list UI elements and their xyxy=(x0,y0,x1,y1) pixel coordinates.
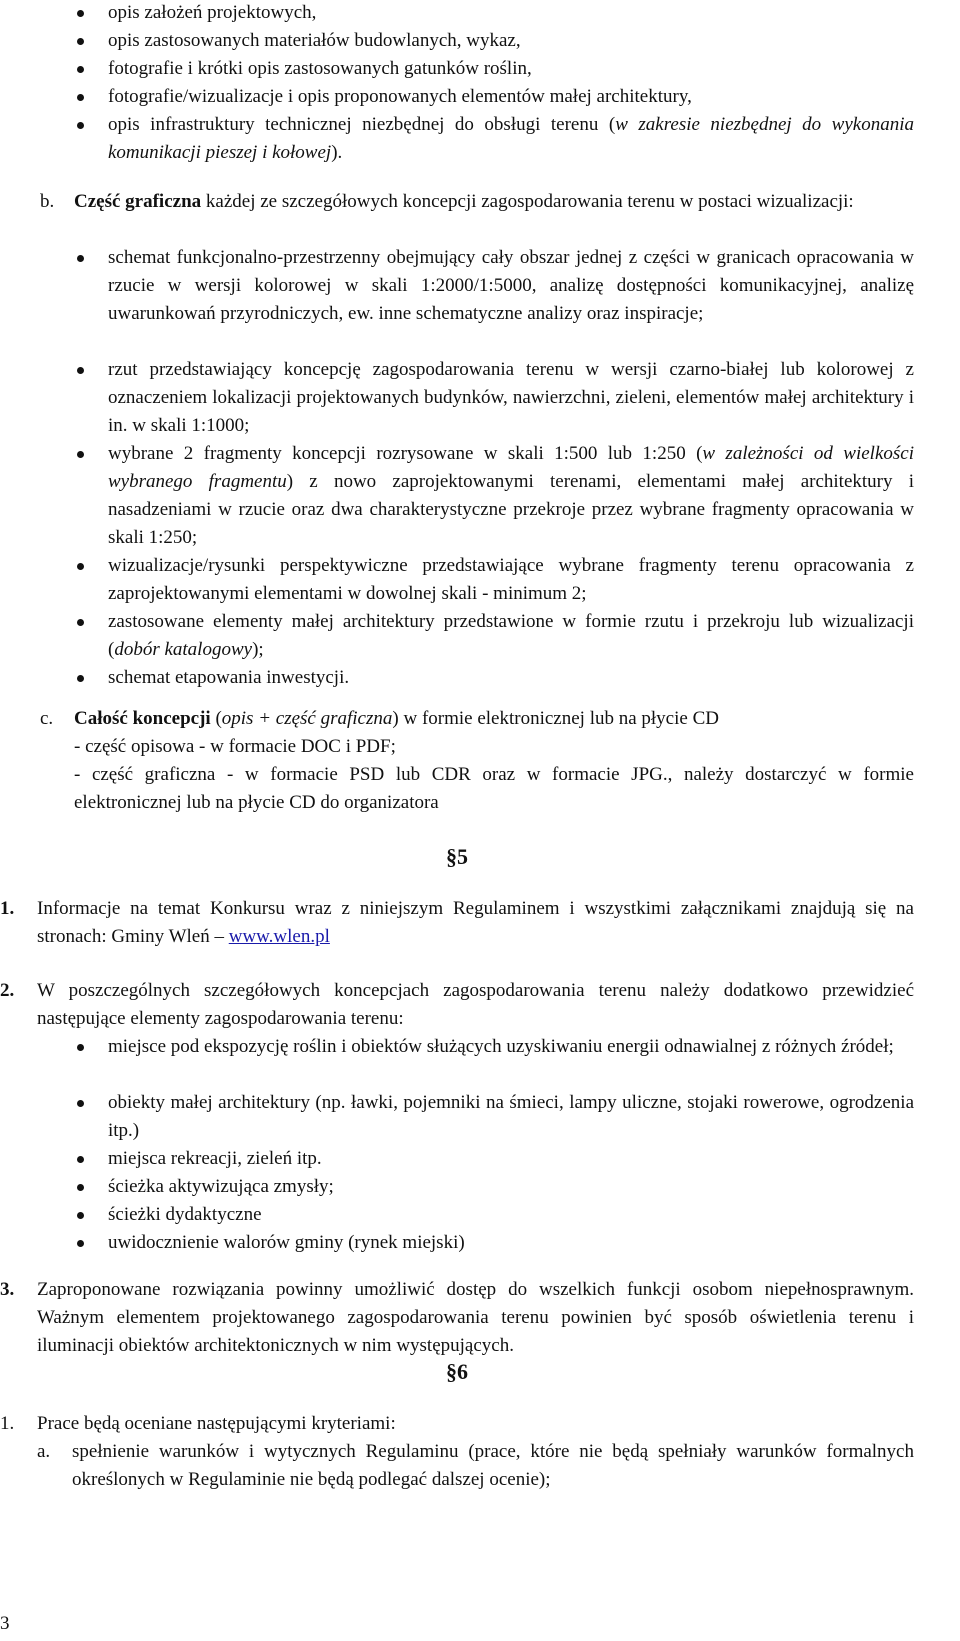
list-item: miejsca rekreacji, zieleń itp. xyxy=(108,1145,914,1173)
paragraph-number: 1. xyxy=(0,898,15,919)
list-item: opis infrastruktury technicznej niezbędnej do obsługi terenu (w zakresie niezbędnej do wykonania komunikacji pieszej i kołowej). xyxy=(108,111,914,167)
bullet-icon xyxy=(77,122,84,129)
section-heading-6: §6 xyxy=(446,1359,468,1384)
paragraph-6-1: Prace będą oceniane następującymi kryteriami: xyxy=(37,1413,396,1434)
paragraph-2: W poszczególnych szczegółowych koncepcjach zagospodarowania terenu należy dodatkowo przewidzieć następujące elementy zagospodarowania terenu: xyxy=(37,980,914,1029)
bullet-icon xyxy=(77,675,84,682)
bullet-icon xyxy=(77,255,84,262)
section-c-label: c. xyxy=(40,708,54,729)
list-item: uwidocznienie walorów gminy (rynek miejski) xyxy=(108,1229,914,1257)
bullet-icon xyxy=(77,94,84,101)
bullet-icon xyxy=(77,1044,84,1051)
section-c-body: Całość koncepcji (opis + część graficzna) w formie elektronicznej lub na płycie CD - część opisowa - w formacie DOC i PDF; - część graficzna - w formacie PSD lub CDR oraz w formacie JPG., należy dostarczyć w formie elektronicznej lub na płycie CD do organizatora xyxy=(74,708,914,813)
list-item: fotografie i krótki opis zastosowanych gatunków roślin, xyxy=(108,55,914,83)
list-top xyxy=(108,0,914,167)
bullet-icon xyxy=(77,1100,84,1107)
list-item: wizualizacje/rysunki perspektywiczne przedstawiające wybrane fragmenty terenu opracowania z zaprojektowanymi elementami w dowolnej skali - minimum 2; xyxy=(108,552,914,608)
bullet-icon xyxy=(77,367,84,374)
bullet-icon xyxy=(77,563,84,570)
section-heading-5: §5 xyxy=(446,844,468,869)
paragraph-1: Informacje na temat Konkursu wraz z niniejszym Regulaminem i wszystkimi załącznikami znajdują się na stronach: Gminy Wleń – www.wlen.pl xyxy=(37,898,914,947)
list-item: miejsce pod ekspozycję roślin i obiektów służących uzyskiwaniu energii odnawialnej z różnych źródeł; xyxy=(108,1033,914,1089)
section-b-intro: Część graficzna każdej ze szczegółowych koncepcji zagospodarowania terenu w postaci wizualizacji: xyxy=(74,191,854,212)
list-item: opis założeń projektowych, xyxy=(108,0,914,27)
bullet-icon xyxy=(77,66,84,73)
bullet-icon xyxy=(77,451,84,458)
bullet-icon xyxy=(77,38,84,45)
paragraph-6-a: spełnienie warunków i wytycznych Regulaminu (prace, które nie będą spełniały warunków formalnych określonych w Regulaminie nie będą podlegać dalszej ocenie); xyxy=(72,1441,914,1490)
point-label: a. xyxy=(37,1441,51,1462)
list-item: schemat etapowania inwestycji. xyxy=(108,664,914,692)
list-item: obiekty małej architektury (np. ławki, pojemniki na śmieci, lampy uliczne, stojaki rowerowe, ogrodzenia itp.) xyxy=(108,1089,914,1145)
list-item: schemat funkcjonalno-przestrzenny obejmujący cały obszar jednej z części w granicach opracowania w rzucie w wersji kolorowej w skali 1:2000/1:5000, analizę dostępności komunikacyjnej, analizę uwarunkowań przyrodniczych, ew. inne schematyczne analizy oraz inspiracje; xyxy=(108,244,914,356)
bullet-icon xyxy=(77,1240,84,1247)
paragraph-3: Zaproponowane rozwiązania powinny umożliwić dostęp do wszelkich funkcji osobom niepełnosprawnym. Ważnym elementem projektowanego zagospodarowania terenu powinien być sposób oświetlenia terenu i iluminacji obiektów architektonicznych w nim występujących. xyxy=(37,1279,914,1356)
bullet-icon xyxy=(77,10,84,17)
list-section-b xyxy=(108,244,914,692)
list-item: opis zastosowanych materiałów budowlanych, wykaz, xyxy=(108,27,914,55)
paragraph-number: 3. xyxy=(0,1279,15,1300)
list-item: ścieżka aktywizująca zmysły; xyxy=(108,1173,914,1201)
list-item: zastosowane elementy małej architektury przedstawione w formie rzutu i przekroju lub wizualizacji (dobór katalogowy); xyxy=(108,608,914,664)
wlen-link[interactable]: www.wlen.pl xyxy=(228,926,330,947)
paragraph-number: 2. xyxy=(0,980,15,1001)
bullet-icon xyxy=(77,619,84,626)
page-number: 3 xyxy=(0,1613,10,1634)
paragraph-number: 1. xyxy=(0,1413,15,1434)
section-b-label: b. xyxy=(40,191,55,212)
list-paragraph-2 xyxy=(108,1033,914,1257)
list-item: wybrane 2 fragmenty koncepcji rozrysowane w skali 1:500 lub 1:250 (w zależności od wielkości wybranego fragmentu) z nowo zaprojektowanymi terenami, elementami małej architektury i nasadzeniami w rzucie oraz dwa charakterystyczne przekroje przez wybrane fragmenty opracowania w skali 1:250; xyxy=(108,440,914,552)
bullet-icon xyxy=(77,1212,84,1219)
bullet-icon xyxy=(77,1156,84,1163)
list-item: rzut przedstawiający koncepcję zagospodarowania terenu w wersji czarno-białej lub kolorowej z oznaczeniem lokalizacji projektowanych budynków, nawierzchni, zieleni, elementów małej architektury i in. w skali 1:1000; xyxy=(108,356,914,440)
list-item: ścieżki dydaktyczne xyxy=(108,1201,914,1229)
list-item: fotografie/wizualizacje i opis proponowanych elementów małej architektury, xyxy=(108,83,914,111)
bullet-icon xyxy=(77,1184,84,1191)
